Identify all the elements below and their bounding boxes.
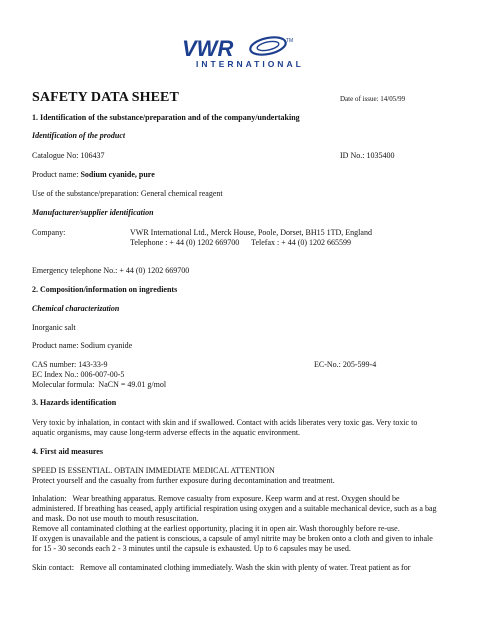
speed-is-essential: SPEED IS ESSENTIAL. OBTAIN IMMEDIATE MEDICAL ATTENTION: [32, 466, 275, 475]
company-address: VWR International Ltd., Merck House, Poole, Dorset, BH15 1TD, England: [130, 228, 372, 237]
product-label: Product name:: [32, 170, 79, 179]
date-value: 14/05/99: [380, 95, 406, 103]
logo-swoosh: [249, 34, 288, 57]
ec-index-number: EC Index No.: 006-007-00-5: [32, 370, 125, 379]
manufacturer-heading: Manufacturer/supplier identification: [32, 208, 154, 217]
date-label: Date of issue:: [340, 95, 379, 103]
logo-sub-text: INTERNATIONAL: [196, 59, 304, 69]
section-1-heading: 1. Identification of the substance/preparation and of the company/undertaking: [32, 113, 300, 122]
protect-yourself: Protect yourself and the casualty from further exposure during decontamination and treatment.: [32, 476, 335, 485]
section-3-heading: 3. Hazards identification: [32, 398, 117, 407]
company-label: Company:: [32, 228, 66, 237]
logo-brand-text: VWR: [182, 36, 234, 61]
inhalation-line-1: Inhalation: Wear breathing apparatus. Remove casualty from exposure. Keep warm and at rest. Oxygen should be: [32, 494, 400, 503]
id-label: ID No.:: [340, 151, 365, 160]
use-value: General chemical reagent: [140, 189, 223, 198]
company-phones: Telephone : + 44 (0) 1202 669700 Telefax : + 44 (0) 1202 665599: [130, 238, 352, 247]
chemical-characterization-value: Inorganic salt: [32, 323, 76, 332]
inhalation-line-5: If oxygen is unavailable and the patient is conscious, a capsule of amyl nitrite may be broken onto a cloth and given to inhale: [32, 534, 433, 543]
catalogue-label: Catalogue No:: [32, 151, 79, 160]
section-2-heading: 2. Composition/information on ingredients: [32, 285, 178, 294]
logo-swoosh-inner: [256, 40, 279, 52]
logo-tm: TM: [286, 38, 294, 44]
inhalation-line-6: for 15 - 30 seconds each 2 - 3 minutes until the capsule is exhausted. Up to 6 capsules may be used.: [32, 544, 351, 553]
molecular-formula: Molecular formula: NaCN = 49.01 g/mol: [32, 380, 167, 389]
vwr-logo-mark: [176, 34, 306, 74]
inhalation-line-2: administered. If breathing has ceased, apply artificial respiration using oxygen and a suitable mechanical device, such as a bag: [32, 504, 437, 513]
id-no: [340, 151, 394, 161]
inhalation-line-3: and mask. Do not use mouth to mouth resuscitation.: [32, 514, 199, 523]
cas-number: CAS number: 143-33-9: [32, 360, 108, 369]
date-of-issue: [340, 95, 405, 104]
vwr-logo: [176, 34, 306, 74]
catalogue-value: 106437: [80, 151, 105, 160]
hazards-line-2: aquatic organisms, may cause long-term adverse effects in the aquatic environment.: [32, 428, 301, 437]
composition-product-name: Product name: Sodium cyanide: [32, 341, 133, 350]
section-4-heading: 4. First aid measures: [32, 447, 103, 456]
product-name: [32, 170, 155, 180]
id-value: 1035400: [366, 151, 395, 160]
use-of-substance: [32, 189, 223, 199]
catalogue-no: [32, 151, 104, 161]
chemical-characterization-heading: Chemical characterization: [32, 304, 120, 313]
emergency-telephone: Emergency telephone No.: + 44 (0) 1202 669700: [32, 266, 190, 275]
ec-number: EC-No.: 205-599-4: [314, 360, 377, 369]
product-value: Sodium cyanide, pure: [80, 170, 155, 179]
skin-contact-line-1: Skin contact: Remove all contaminated clothing immediately. Wash the skin with plenty of water. Treat patient as for: [32, 563, 411, 572]
inhalation-line-4: Remove all contaminated clothing at the earliest opportunity, placing it in open air. Wash thoroughly before re-use.: [32, 524, 400, 533]
use-label: Use of the substance/preparation:: [32, 189, 139, 198]
hazards-line-1: Very toxic by inhalation, in contact with skin and if swallowed. Contact with acids liberates very toxic gas. Very toxic to: [32, 418, 418, 427]
identification-heading: Identification of the product: [32, 131, 126, 140]
document-title: SAFETY DATA SHEET: [32, 90, 179, 105]
